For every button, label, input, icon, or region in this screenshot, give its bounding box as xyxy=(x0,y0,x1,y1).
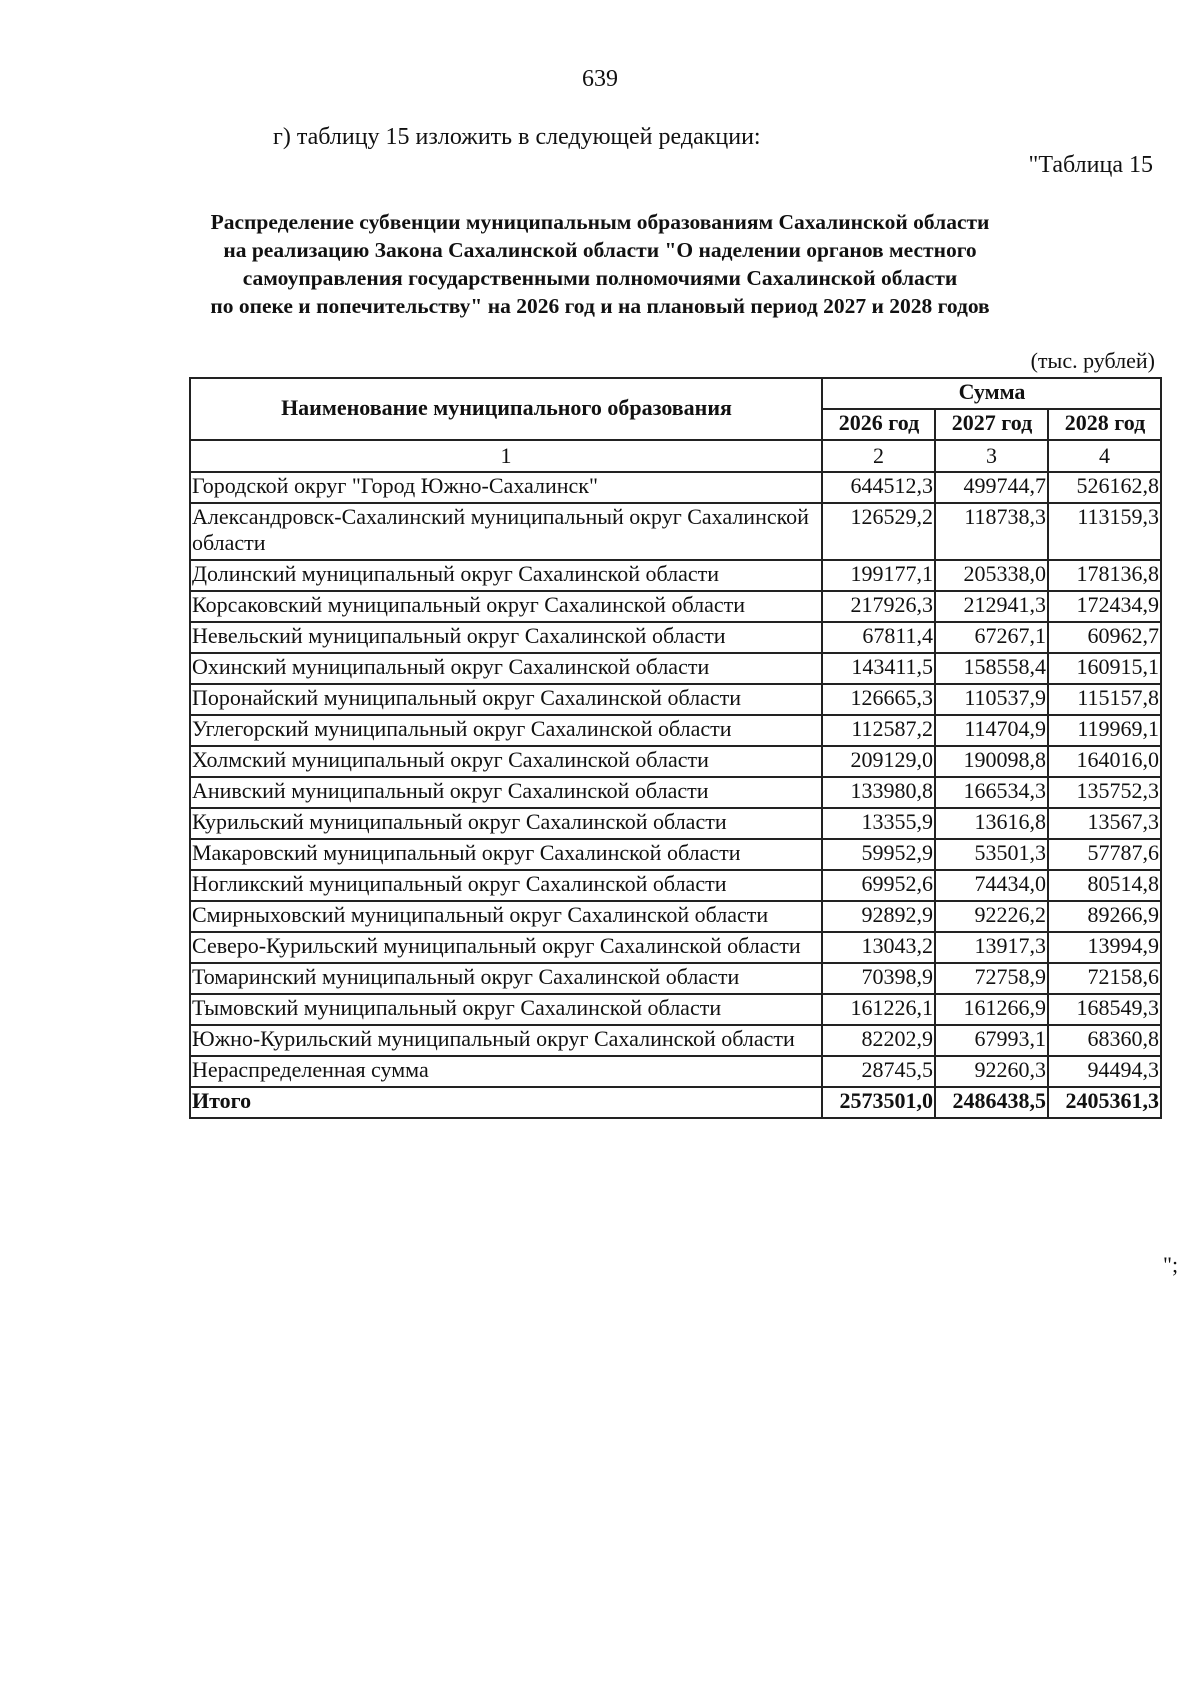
header-sum: Сумма xyxy=(822,378,1161,409)
closing-quote-mark: "; xyxy=(1163,1252,1179,1277)
value-2026: 82202,9 xyxy=(822,1025,935,1056)
value-2028: 60962,7 xyxy=(1048,622,1161,653)
table-row xyxy=(190,684,1161,715)
value-2028: 68360,8 xyxy=(1048,1025,1161,1056)
total-value-2026: 2573501,0 xyxy=(822,1087,935,1118)
municipality-name: Корсаковский муниципальный округ Сахалинской области xyxy=(190,591,822,622)
value-2027: 166534,3 xyxy=(935,777,1048,808)
value-2027: 118738,3 xyxy=(935,503,1048,560)
header-municipality: Наименование муниципального образования xyxy=(190,378,822,440)
value-2027: 67993,1 xyxy=(935,1025,1048,1056)
municipality-name: Поронайский муниципальный округ Сахалинской области xyxy=(190,684,822,715)
value-2027: 499744,7 xyxy=(935,472,1048,503)
table-reference: "Таблица 15 xyxy=(1028,152,1153,178)
value-2027: 13616,8 xyxy=(935,808,1048,839)
page-number: 639 xyxy=(582,66,618,92)
value-2026: 28745,5 xyxy=(822,1056,935,1087)
value-2026: 126665,3 xyxy=(822,684,935,715)
table-row xyxy=(190,560,1161,591)
municipality-name: Томаринский муниципальный округ Сахалинской области xyxy=(190,963,822,994)
table-row xyxy=(190,901,1161,932)
title-line: по опеке и попечительству" на 2026 год и на плановый период 2027 и 2028 годов xyxy=(210,294,990,318)
municipality-name: Ногликский муниципальный округ Сахалинской области xyxy=(190,870,822,901)
value-2027: 74434,0 xyxy=(935,870,1048,901)
table-row xyxy=(190,472,1161,503)
value-2028: 72158,6 xyxy=(1048,963,1161,994)
value-2027: 158558,4 xyxy=(935,653,1048,684)
units-label: (тыс. рублей) xyxy=(1030,348,1155,373)
municipality-name: Северо-Курильский муниципальный округ Сахалинской области xyxy=(190,932,822,963)
value-2028: 164016,0 xyxy=(1048,746,1161,777)
value-2027: 92226,2 xyxy=(935,901,1048,932)
table-row xyxy=(190,777,1161,808)
table-row xyxy=(190,1056,1161,1087)
value-2026: 69952,6 xyxy=(822,870,935,901)
column-number: 4 xyxy=(1048,440,1161,472)
value-2028: 13994,9 xyxy=(1048,932,1161,963)
value-2028: 172434,9 xyxy=(1048,591,1161,622)
total-row xyxy=(190,1087,1161,1118)
value-2026: 13043,2 xyxy=(822,932,935,963)
table-row xyxy=(190,746,1161,777)
table-row xyxy=(190,963,1161,994)
total-municipality-name: Итого xyxy=(190,1087,822,1118)
municipality-name: Холмский муниципальный округ Сахалинской области xyxy=(190,746,822,777)
value-2027: 53501,3 xyxy=(935,839,1048,870)
value-2028: 13567,3 xyxy=(1048,808,1161,839)
column-number: 2 xyxy=(822,440,935,472)
value-2027: 67267,1 xyxy=(935,622,1048,653)
table-row xyxy=(190,839,1161,870)
value-2026: 70398,9 xyxy=(822,963,935,994)
header-year-2027: 2027 год xyxy=(935,409,1048,440)
value-2027: 190098,8 xyxy=(935,746,1048,777)
municipality-name: Долинский муниципальный округ Сахалинской области xyxy=(190,560,822,591)
municipality-name: Тымовский муниципальный округ Сахалинской области xyxy=(190,994,822,1025)
value-2027: 110537,9 xyxy=(935,684,1048,715)
table-row xyxy=(190,808,1161,839)
value-2026: 161226,1 xyxy=(822,994,935,1025)
table-row xyxy=(190,1025,1161,1056)
table-row xyxy=(190,994,1161,1025)
title-line: на реализацию Закона Сахалинской области "О наделении органов местного xyxy=(223,238,977,262)
value-2028: 57787,6 xyxy=(1048,839,1161,870)
value-2028: 94494,3 xyxy=(1048,1056,1161,1087)
table-row xyxy=(190,503,1161,560)
table-row xyxy=(190,932,1161,963)
municipality-name: Курильский муниципальный округ Сахалинской области xyxy=(190,808,822,839)
value-2026: 92892,9 xyxy=(822,901,935,932)
header-year-2026: 2026 год xyxy=(822,409,935,440)
municipality-name: Макаровский муниципальный округ Сахалинской области xyxy=(190,839,822,870)
municipality-name: Невельский муниципальный округ Сахалинской области xyxy=(190,622,822,653)
value-2026: 112587,2 xyxy=(822,715,935,746)
value-2027: 13917,3 xyxy=(935,932,1048,963)
value-2026: 13355,9 xyxy=(822,808,935,839)
value-2028: 526162,8 xyxy=(1048,472,1161,503)
municipality-name: Охинский муниципальный округ Сахалинской области xyxy=(190,653,822,684)
value-2027: 205338,0 xyxy=(935,560,1048,591)
value-2026: 133980,8 xyxy=(822,777,935,808)
value-2026: 126529,2 xyxy=(822,503,935,560)
column-number: 3 xyxy=(935,440,1048,472)
value-2028: 115157,8 xyxy=(1048,684,1161,715)
value-2026: 209129,0 xyxy=(822,746,935,777)
municipality-name: Южно-Курильский муниципальный округ Сахалинской области xyxy=(190,1025,822,1056)
value-2028: 119969,1 xyxy=(1048,715,1161,746)
subsidy-table xyxy=(189,377,1162,1119)
value-2026: 143411,5 xyxy=(822,653,935,684)
value-2028: 89266,9 xyxy=(1048,901,1161,932)
table-row xyxy=(190,591,1161,622)
value-2027: 161266,9 xyxy=(935,994,1048,1025)
total-value-2028: 2405361,3 xyxy=(1048,1087,1161,1118)
table-row xyxy=(190,870,1161,901)
value-2026: 217926,3 xyxy=(822,591,935,622)
value-2027: 92260,3 xyxy=(935,1056,1048,1087)
title-line: самоуправления государственными полномочиями Сахалинской области xyxy=(242,266,958,290)
column-number: 1 xyxy=(190,440,822,472)
municipality-name: Городской округ "Город Южно-Сахалинск" xyxy=(190,472,822,503)
municipality-name: Смирныховский муниципальный округ Сахалинской области xyxy=(190,901,822,932)
header-year-2028: 2028 год xyxy=(1048,409,1161,440)
municipality-name: Анивский муниципальный округ Сахалинской области xyxy=(190,777,822,808)
total-value-2027: 2486438,5 xyxy=(935,1087,1048,1118)
title-line: Распределение субвенции муниципальным образованиям Сахалинской области xyxy=(210,210,990,234)
intro-text: г) таблицу 15 изложить в следующей редакции: xyxy=(273,124,761,150)
value-2026: 67811,4 xyxy=(822,622,935,653)
value-2028: 178136,8 xyxy=(1048,560,1161,591)
value-2027: 114704,9 xyxy=(935,715,1048,746)
municipality-name: Углегорский муниципальный округ Сахалинской области xyxy=(190,715,822,746)
value-2026: 59952,9 xyxy=(822,839,935,870)
municipality-name: Нераспределенная сумма xyxy=(190,1056,822,1087)
table-row xyxy=(190,715,1161,746)
table-row xyxy=(190,622,1161,653)
value-2028: 135752,3 xyxy=(1048,777,1161,808)
municipality-name: Александровск-Сахалинский муниципальный округ Сахалинской области xyxy=(190,503,822,560)
document-title xyxy=(150,208,1050,320)
value-2028: 168549,3 xyxy=(1048,994,1161,1025)
value-2028: 80514,8 xyxy=(1048,870,1161,901)
table-row xyxy=(190,653,1161,684)
value-2027: 212941,3 xyxy=(935,591,1048,622)
value-2027: 72758,9 xyxy=(935,963,1048,994)
value-2026: 644512,3 xyxy=(822,472,935,503)
value-2028: 113159,3 xyxy=(1048,503,1161,560)
value-2028: 160915,1 xyxy=(1048,653,1161,684)
value-2026: 199177,1 xyxy=(822,560,935,591)
